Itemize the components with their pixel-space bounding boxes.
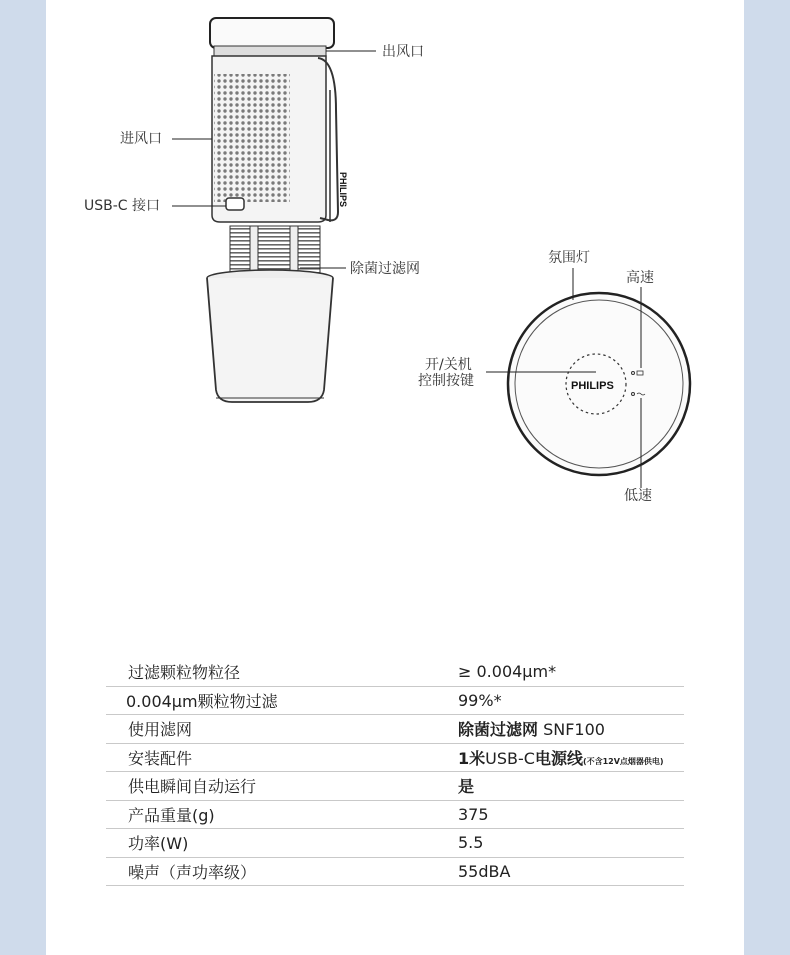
- table-row: [106, 743, 684, 772]
- spec-key: 使用滤网: [106, 715, 458, 744]
- spec-key: 过滤颗粒物粒径: [106, 658, 458, 686]
- inlet-label: 进风口: [120, 131, 162, 147]
- spec-value: 375: [458, 800, 684, 829]
- power-button-label-2: 控制按键: [418, 373, 474, 389]
- spec-key: 安装配件: [106, 743, 458, 772]
- table-row: [106, 715, 684, 744]
- table-row: [106, 857, 684, 886]
- low-speed-label: 低速: [624, 488, 652, 504]
- spec-key: 供电瞬间自动运行: [106, 772, 458, 801]
- spec-value: 99%*: [458, 686, 684, 715]
- outlet-label: 出风口: [382, 44, 424, 60]
- table-row: [106, 800, 684, 829]
- spec-key: 功率(W): [106, 829, 458, 858]
- brand-on-button: PHILIPS: [571, 380, 614, 392]
- ambient-light-label: 氛围灯: [548, 250, 590, 266]
- spec-value: [458, 772, 684, 801]
- spec-value-note: (不含12V点烟器供电): [582, 756, 664, 766]
- spec-value: 55dBA: [458, 857, 684, 886]
- spec-value: [458, 715, 684, 744]
- spec-table: [106, 658, 684, 886]
- brand-on-strap: PHILIPS: [338, 172, 348, 208]
- spec-value-text: SNF100: [538, 720, 605, 740]
- spec-value: [458, 743, 684, 772]
- spec-key: 噪声（声功率级）: [106, 857, 458, 886]
- spec-value: ≥ 0.004μm*: [458, 658, 684, 686]
- usb-port-label: USB-C 接口: [84, 198, 161, 214]
- spec-value-bold: 电源线: [534, 748, 583, 768]
- filter-label: 除菌过滤网: [350, 261, 420, 277]
- spec-key: 产品重量(g): [106, 800, 458, 829]
- purifier-device: [207, 18, 348, 402]
- spec-value-text: USB-C: [485, 748, 535, 768]
- spec-key: 0.004μm颗粒物过滤: [106, 686, 458, 715]
- spec-value-bold: 是: [458, 777, 475, 797]
- table-row: [106, 772, 684, 801]
- table-row: [106, 829, 684, 858]
- high-speed-label: 高速: [626, 270, 654, 286]
- spec-value-bold: 1米: [458, 748, 486, 768]
- purifier-top-view: [508, 293, 690, 475]
- spec-value: 5.5: [458, 829, 684, 858]
- table-row: [106, 658, 684, 686]
- table-row: [106, 686, 684, 715]
- power-button-label-1: 开/关机: [425, 357, 472, 373]
- spec-value-bold: 除菌过滤网: [458, 720, 539, 740]
